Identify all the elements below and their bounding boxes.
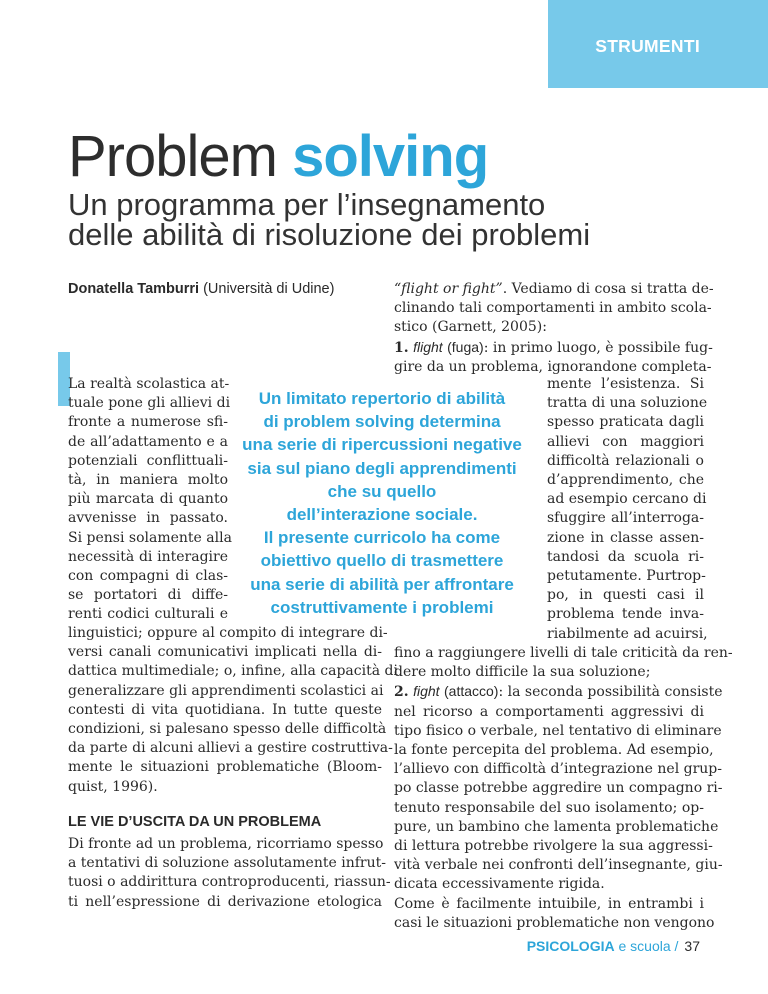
text-line <box>394 280 714 299</box>
text-line: spesso praticata dagli <box>547 414 704 431</box>
text-line: pure, un bambino che lamenta problematiche <box>394 818 719 835</box>
author-line <box>68 280 334 298</box>
text-line: sfuggire all’interroga- <box>547 510 704 527</box>
text-line: dicata eccessivamente rigida. <box>394 876 605 893</box>
item-term: flight <box>413 338 443 355</box>
text-line: se portatori di diffe- <box>68 587 228 604</box>
pullquote-line: una serie di ripercussioni negative <box>242 435 522 455</box>
text-line: di lettura potrebbe rivolgere la sua aggressi- <box>394 838 713 855</box>
author-affiliation: (Università di Udine) <box>203 281 335 297</box>
text-line: fino a raggiungere livelli di tale criticità da ren- <box>394 645 733 661</box>
pullquote-line: di problem solving determina <box>263 412 501 432</box>
text-line: Si pensi solamente alla <box>68 529 232 546</box>
text-line: condizioni, si palesano spesso delle difficoltà <box>68 721 387 738</box>
subtitle-line: delle abilità di risoluzione dei problemi <box>68 217 591 252</box>
text-line: più marcata di quanto <box>68 491 228 508</box>
text-line: con compagni di clas- <box>68 568 228 585</box>
pullquote-line: sia sul piano degli apprendimenti <box>247 458 517 478</box>
pullquote-line: dell’interazione sociale. <box>286 505 478 525</box>
title-main: Problem <box>68 124 277 189</box>
text-line: stico (Garnett, 2005): <box>394 319 547 336</box>
text-line <box>394 338 713 358</box>
item-number: 1. <box>394 339 409 356</box>
pullquote-line: una serie di abilità per affrontare <box>250 574 514 594</box>
text-line: la fonte percepita del problema. Ad esempio, <box>394 742 714 759</box>
text-line: versi canali comunicativi implicati nella di- <box>68 644 382 661</box>
text-line: difficoltà relazionali o <box>547 452 704 469</box>
text-line: tipo fisico o verbale, nel tentativo di eliminare <box>394 722 722 739</box>
item-number: 2. <box>394 684 409 701</box>
section-text <box>68 835 391 912</box>
text-line <box>394 682 723 702</box>
column-2-bottom <box>394 644 733 933</box>
text-fragment: . Vediamo di cosa si tratta de- <box>502 281 714 297</box>
item-gloss: (fuga) <box>447 338 484 355</box>
text-line: riabilmente ad acuirsi, <box>547 625 708 642</box>
text-line: da parte di alcuni allievi a gestire costruttiva- <box>68 740 393 757</box>
text-line: zione in classe assen- <box>547 529 704 546</box>
section-heading: LE VIE D’USCITA DA UN PROBLEMA <box>68 814 322 830</box>
text-line: allievi con maggiori <box>547 433 704 450</box>
title-accent: solving <box>292 124 489 189</box>
column-2-wrapped <box>547 375 708 644</box>
text-line: dattica multimediale; o, infine, alla capacità di <box>68 663 398 680</box>
text-line: tratta di una soluzione <box>547 395 708 412</box>
pullquote-line: Un limitato repertorio di abilità <box>258 389 506 408</box>
text-line: de all’adattamento e a <box>68 433 228 450</box>
text-line: po, in questi casi il <box>547 587 704 604</box>
text-line: Di fronte ad un problema, ricorriamo spesso <box>68 836 384 852</box>
text-line: La realtà scolastica at- <box>68 376 230 392</box>
text-line: ti nell’espressione di derivazione etologica <box>68 893 382 910</box>
column-2-top <box>394 280 714 377</box>
page-number: 37 <box>684 938 700 954</box>
author-name: Donatella Tamburri <box>68 281 200 297</box>
text-line: l’allievo con difficoltà d’integrazione nel grup- <box>394 761 722 778</box>
text-line: mente l’esistenza. Si <box>547 376 704 392</box>
text-line: tandosi da scuola ri- <box>547 548 704 565</box>
page-footer <box>527 938 700 954</box>
pullquote-line: che su quello <box>327 481 437 501</box>
subtitle-line: Un programma per l’insegnamento <box>68 187 546 222</box>
text-line: tuosi o addirittura controproducenti, riassun- <box>68 874 391 891</box>
text-line: linguistici; oppure al compito di integrare di- <box>68 625 388 641</box>
text-line: Come è facilmente intuibile, in entrambi i <box>394 895 704 912</box>
text-line: casi le situazioni problematiche non vengono <box>394 914 715 931</box>
pullquote-line: costruttivamente i problemi <box>270 597 494 617</box>
text-line: necessità di interagire <box>68 548 228 565</box>
text-line: vità verbale nei confronti dell’insegnante, giu- <box>394 857 723 874</box>
text-line: clinando tali comportamenti in ambito scola- <box>394 300 712 317</box>
text-line: dere molto difficile la sua soluzione; <box>394 664 651 681</box>
text-line: ad esempio cercano di <box>547 491 707 508</box>
text-line: tuale pone gli allievi di <box>68 395 231 412</box>
item-gloss: (attacco) <box>444 683 499 700</box>
text-line: a tentativi di soluzione assolutamente infrut- <box>68 855 386 872</box>
article-title <box>68 125 488 189</box>
section-tab <box>548 0 768 88</box>
pull-quote <box>222 387 542 619</box>
text-line: potenziali conflittuali- <box>68 452 228 469</box>
text-line: contesti di vita quotidiana. In tutte queste <box>68 701 382 718</box>
text-fragment: : la seconda possibilità consiste <box>498 684 723 701</box>
intro-wrapped-text <box>68 375 232 625</box>
pullquote-line: obiettivo quello di trasmettere <box>260 551 504 571</box>
text-fragment: : in primo luogo, è possibile fug- <box>483 339 713 356</box>
pullquote-line: Il presente curricolo ha come <box>263 528 501 548</box>
text-line: petutamente. Purtrop- <box>547 568 706 585</box>
text-line: problema tende inva- <box>547 606 704 623</box>
text-line: avvenisse in passato. <box>68 510 228 527</box>
magazine-name-2: scuola / <box>630 938 679 954</box>
text-line: po classe potrebbe aggredire un compagno ri- <box>394 780 723 797</box>
article-subtitle <box>68 187 591 252</box>
item-term: fight <box>413 683 440 700</box>
quoted-term: “flight or fight” <box>394 281 503 297</box>
section-label: STRUMENTI <box>595 36 700 56</box>
text-line: fronte a numerose sfi- <box>68 414 228 431</box>
text-line: gire da un problema, ignorandone completa- <box>394 358 712 375</box>
text-line: mente le situazioni problematiche (Bloom- <box>68 759 382 776</box>
text-line: renti codici culturali e <box>68 606 228 623</box>
text-line: quist, 1996). <box>68 778 158 795</box>
text-line: d’apprendimento, che <box>547 472 704 489</box>
text-line: tà, in maniera molto <box>68 472 228 489</box>
text-line: nel ricorso a comportamenti aggressivi di <box>394 703 704 720</box>
text-line: generalizzare gli apprendimenti scolastici ai <box>68 682 384 699</box>
intro-text <box>68 624 398 797</box>
magazine-name: PSICOLOGIA <box>526 938 615 954</box>
text-line: tenuto responsabile del suo isolamento; op- <box>394 799 704 816</box>
magazine-conjunction: e <box>618 938 627 954</box>
